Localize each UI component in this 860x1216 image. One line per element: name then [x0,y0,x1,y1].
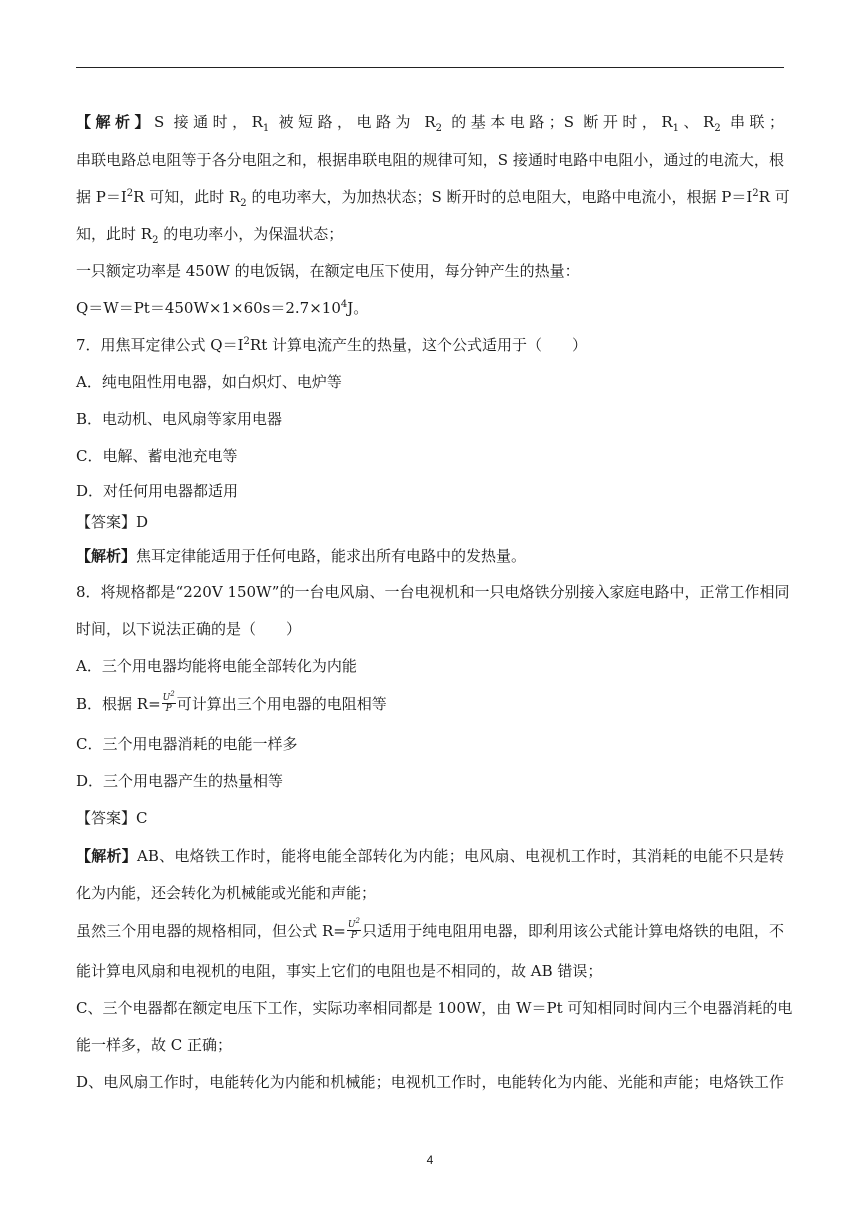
analysis-6-line-5: 一只额定功率是 450W 的电饭锅，在额定电压下使用，每分钟产生的热量： [76,262,580,280]
question-7-option-b: B．电动机、电风扇等家用电器 [76,410,283,428]
analysis-6-line-6: $Q=W=Pt=450W\times 1\times 60s=2.7\times 10^4J$。 [76,299,369,317]
question-8-analysis-line-6: 能一样多，故 C 正确； [76,1036,233,1054]
question-8-stem-line-1: 8．将规格都是“220V 150W”的一台电风扇、一台电视机和一只电烙铁分别接入家庭电路中，正常工作相同 [76,583,790,601]
analysis-6-line-1: 【解析】S 接通时，$R_1$ 被短路，电路为 $R_2$ 的基本电路；S 断开时，$R_1$、$R_2$ 串联； [76,113,784,134]
analysis-6-line-4: 知，此时 $R_2$ 的电功率小，为保温状态； [76,225,344,246]
question-8-analysis-line-2: 化为内能，还会转化为机械能或光能和声能； [76,884,377,902]
question-8-analysis-line-1: 【解析】AB、电烙铁工作时，能将电能全部转化为内能；电风扇、电视机工作时，其消耗的电能不只是转 [76,847,784,865]
question-8-analysis-line-4: 能计算电风扇和电视机的电阻，事实上它们的电阻也是不相同的，故 AB 错误； [76,962,603,980]
formula-fraction: $\frac{U^2}{P}$ [347,916,360,941]
question-7-option-c: C．电解、蓄电池充电等 [76,447,238,465]
question-7-answer: 【答案】D [76,513,149,531]
page-number: 4 [426,1153,434,1167]
question-8-option-d: D．三个用电器产生的热量相等 [76,772,284,790]
header-rule [76,67,784,68]
question-7-option-d: D．对任何用电器都适用 [76,482,239,500]
question-8-analysis-line-3: 虽然三个用电器的规格相同，但公式 R= $\frac{U^2}{P}$ 只适用于纯电阻用电器，即利用该公式能计算电烙铁的电阻，不 [76,916,784,941]
analysis-6-line-3: 据 $P=I^2R$ 可知，此时 $R_2$ 的电功率大，为加热状态；S 断开时的总电阻大，电路中电流小，根据 $P=I^2R$ 可 [76,188,790,209]
question-8-analysis-line-5: C、三个电器都在额定电压下工作，实际功率相同都是 100W，由 W＝Pt 可知相同时间内三个电器消耗的电 [76,999,793,1017]
question-8-answer: 【答案】C [76,809,148,827]
question-8-stem-line-2: 时间，以下说法正确的是（ ） [76,620,302,638]
question-7-analysis: 【解析】焦耳定律能适用于任何电路，能求出所有电路中的发热量。 [76,547,527,565]
question-8-option-a: A．三个用电器均能将电能全部转化为内能 [76,657,357,675]
question-7-option-a: A．纯电阻性用电器，如白炽灯、电炉等 [76,373,342,391]
question-8-option-b: B．根据 R= $\frac{U^2}{P}$ 可计算出三个用电器的电阻相等 [76,689,387,714]
question-7-stem: 7．用焦耳定律公式 $Q=I^2Rt$ 计算电流产生的热量，这个公式适用于（ ） [76,336,588,354]
question-8-option-c: C．三个用电器消耗的电能一样多 [76,735,298,753]
analysis-6-line-2: 串联电路总电阻等于各分电阻之和，根据串联电阻的规律可知，S 接通时电路中电阻小，通过的电流大，根 [76,151,784,169]
formula-fraction: $\frac{U^2}{P}$ [162,689,175,714]
question-8-analysis-line-7: D、电风扇工作时，电能转化为内能和机械能；电视机工作时，电能转化为内能、光能和声能；电烙铁工作 [76,1073,784,1091]
